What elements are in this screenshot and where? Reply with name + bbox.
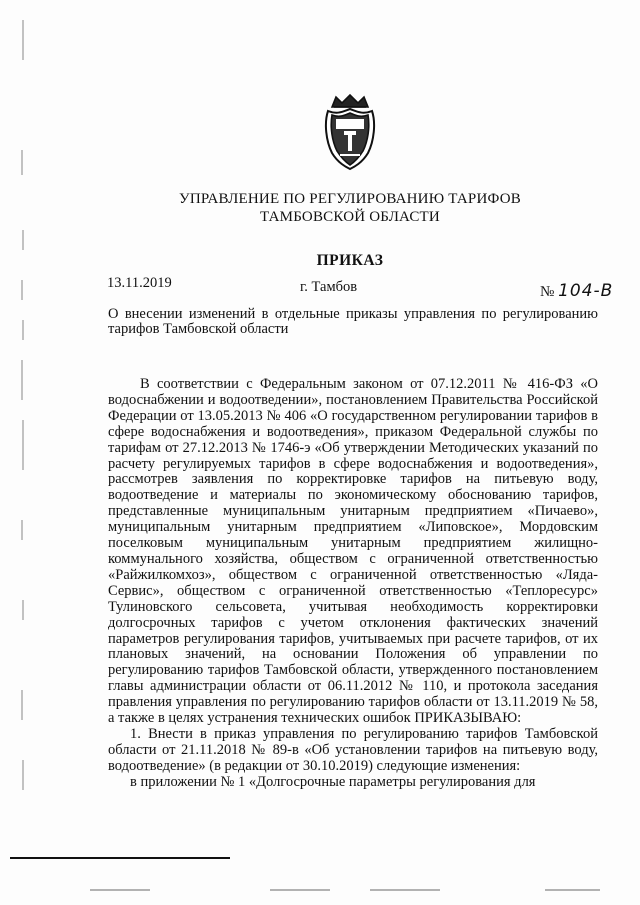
body-paragraph-preamble: В соответствии с Федеральным законом от 07.12.2011 № 416-ФЗ «О водоснабжении и водоотведении», постановлением Правительства Российской Федерации от 13.05.2013 № 406 «О государственном регулировании тарифов в сфере водоснабжения и водоотведения», приказом Федеральной службы по тарифам от 27.12.2013 № 1746-э «Об утверждении Методических указаний по расчету регулируемых тарифов в сфере водоснабжения и водоотведения», рассмотрев заявления по корректировке тарифов на питьевую воду, водоотведение и материалы по экономическому обоснованию тарифов, представленные муниципальным унитарным предприятием «Пичаево», муниципальным унитарным предприятием «Липовское», Мордовским поселковым муниципальным унитарным предприятием жилищно-коммунального хозяйства, обществом с ограниченной ответственностью «Райжилкомхоз», обществом с ограниченной ответственностью «Лядa-Сервис», обществом с ограниченной ответственностью «Теплоресурс» Тулиновского сельсовета, учитывая необходимость корректировки долгосрочных тарифов с учетом отклонения фактических значений параметров регулирования тарифов, учитываемых при расчете тарифов, от их плановых значений, на основании Положения об управлении по регулированию тарифов Тамбовской области, утвержденного постановлением главы администрации области от 06.11.2012 № 110, и протокола заседания правления управления по регулированию тарифов области от 13.11.2019 № 58, а также в целях устранения технических ошибок ПРИКАЗЫВАЮ: xyxy=(108,376,598,727)
scan-margin-marks xyxy=(14,0,32,905)
organization-name-line2: ТАМБОВСКОЙ ОБЛАСТИ xyxy=(260,209,440,225)
document-body xyxy=(108,377,598,791)
scan-footer-marks xyxy=(0,850,640,905)
handwritten-number: 104-В xyxy=(558,281,614,301)
document-date: 13.11.2019 xyxy=(107,275,172,291)
number-prefix: № xyxy=(540,284,555,300)
coat-of-arms-emblem xyxy=(322,93,378,171)
document-subject: О внесении изменений в отдельные приказы управления по регулированию тарифов Тамбовской области xyxy=(108,306,598,337)
document-type-title: ПРИКАЗ xyxy=(316,252,384,269)
body-paragraph-continuation: в приложении № 1 «Долгосрочные параметры регулирования для xyxy=(130,773,536,790)
body-paragraph-item-1: 1. Внести в приказ управления по регулированию тарифов Тамбовской области от 21.11.2018 № 89-в «Об установлении тарифов на питьевую воду, водоотведение» (в редакции от 30.10.2019) следующие изменения: xyxy=(108,725,598,774)
document-number xyxy=(540,281,613,301)
document-city: г. Тамбов xyxy=(300,279,358,295)
organization-name-line1: УПРАВЛЕНИЕ ПО РЕГУЛИРОВАНИЮ ТАРИФОВ xyxy=(179,191,521,207)
